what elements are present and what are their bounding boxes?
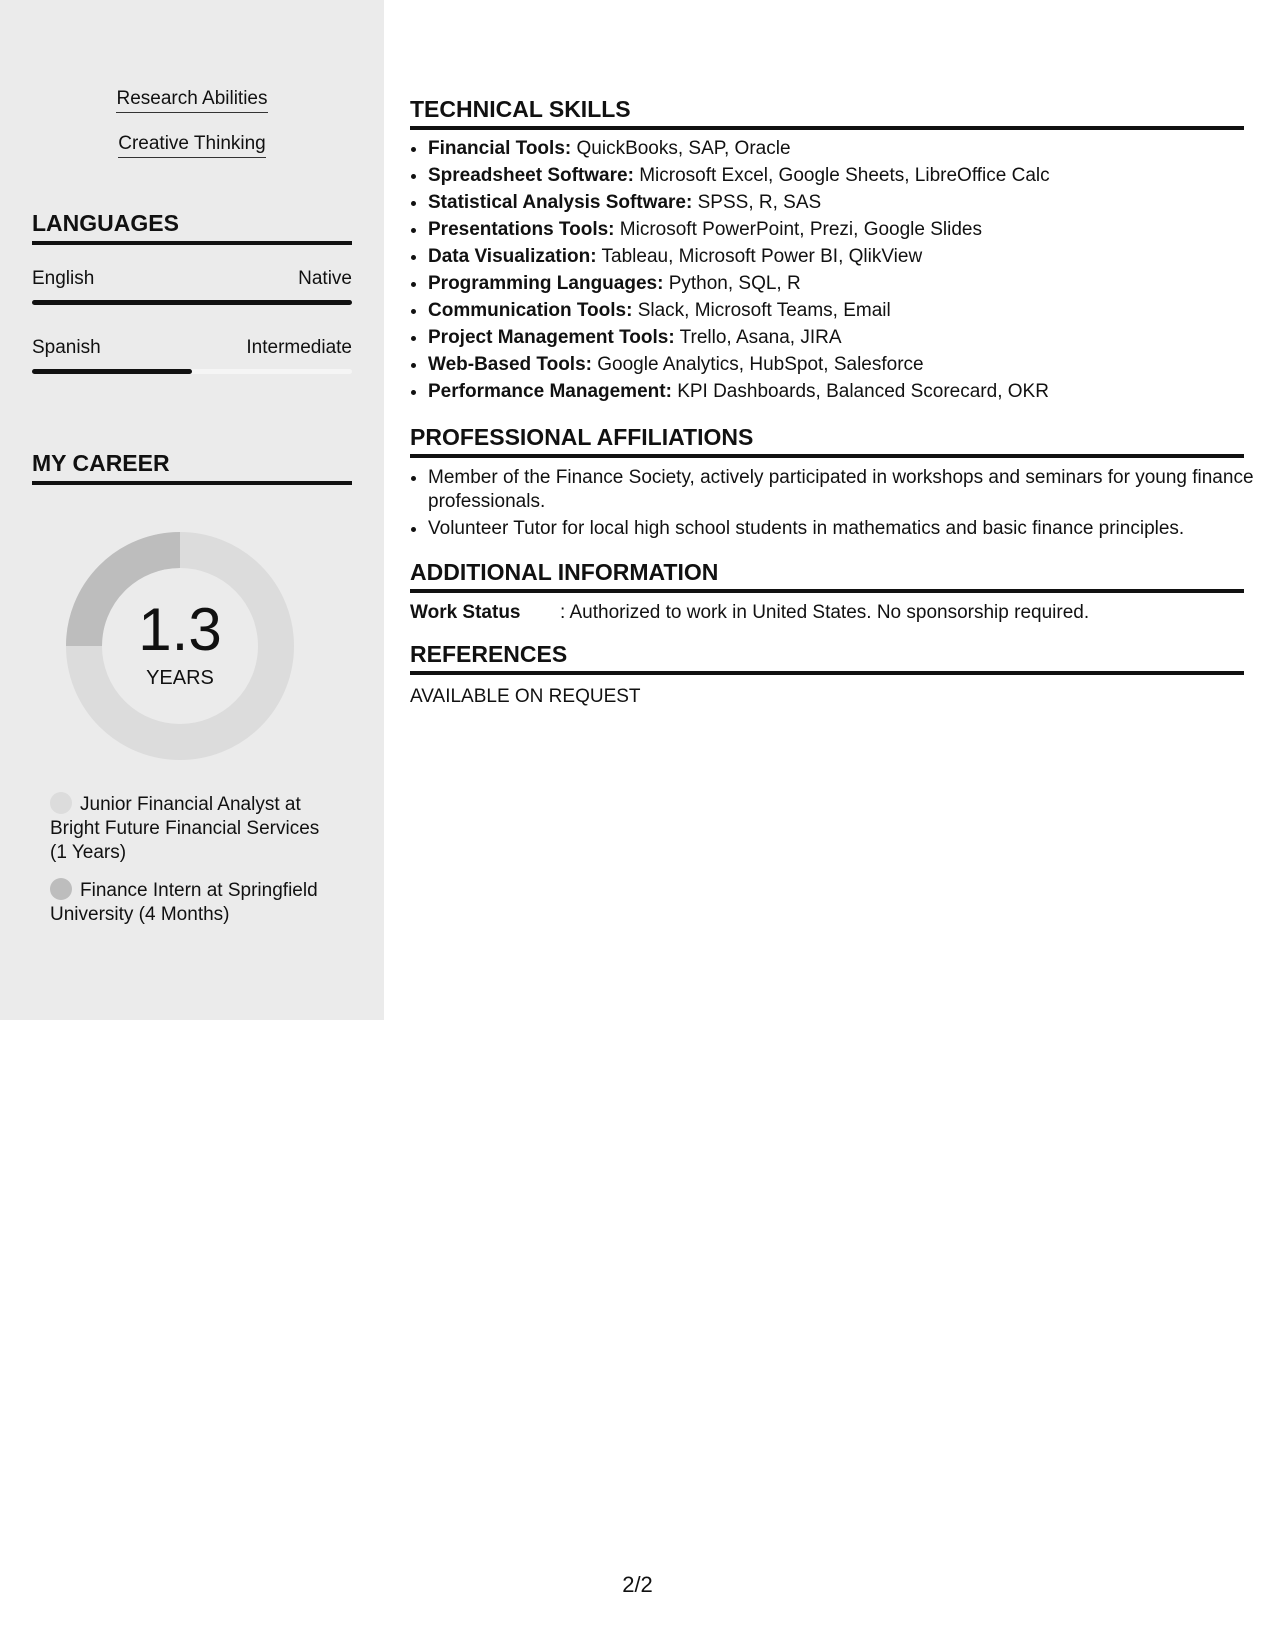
language-row (32, 337, 352, 359)
list-item (428, 243, 1262, 270)
skill-label: Statistical Analysis Software: (428, 192, 693, 213)
list-item (428, 189, 1262, 216)
list-item: • Volunteer Tutor for local high school students in mathematics and basic finance principles. (428, 517, 1262, 541)
language-bar (32, 300, 352, 305)
language-bar (32, 369, 352, 374)
career-item (50, 878, 340, 927)
skill-value: Tableau, Microsoft Power BI, QlikView (601, 246, 923, 267)
work-status-value: : Authorized to work in United States. No sponsorship required. (560, 602, 1090, 623)
list-item (428, 135, 1262, 162)
additional-info-heading: ADDITIONAL INFORMATION (410, 559, 1244, 593)
career-total-unit: YEARS (146, 667, 214, 689)
career-item (50, 792, 340, 865)
list-item (428, 162, 1262, 189)
career-item-text: Junior Financial Analyst at Bright Future Financial Services (1 Years) (50, 794, 320, 863)
languages-heading: LANGUAGES (32, 210, 352, 245)
skill-value: Microsoft Excel, Google Sheets, LibreOffice Calc (639, 165, 1050, 186)
list-item: • Member of the Finance Society, actively participated in workshops and seminars for young finance professionals. (428, 466, 1262, 514)
skill-label: Presentations Tools: (428, 219, 615, 240)
skill-label: Web-Based Tools: (428, 354, 592, 375)
skill-tag (0, 88, 384, 113)
language-bar-fill (32, 300, 352, 305)
skill-value: Slack, Microsoft Teams, Email (637, 300, 891, 321)
career-heading: MY CAREER (32, 450, 352, 485)
skill-label: Spreadsheet Software: (428, 165, 634, 186)
skill-label: Financial Tools: (428, 138, 572, 159)
career-item-text: Finance Intern at Springfield University (4 Months) (50, 880, 318, 925)
career-dot (50, 792, 72, 814)
language-name: English (32, 268, 95, 289)
skill-value: SPSS, R, SAS (697, 192, 822, 213)
list-item (428, 297, 1262, 324)
career-total-value: 1.3 (138, 596, 222, 663)
list-item (428, 378, 1262, 405)
skill-label: Communication Tools: (428, 300, 633, 321)
skill-value: Python, SQL, R (668, 273, 801, 294)
list-item (428, 270, 1262, 297)
skill-value: QuickBooks, SAP, Oracle (576, 138, 791, 159)
language-level: Intermediate (246, 337, 352, 358)
technical-skills-heading: TECHNICAL SKILLS (410, 96, 1244, 130)
skill-tag (0, 133, 384, 158)
skill-label: Programming Languages: (428, 273, 664, 294)
page-number: 2/2 (622, 1572, 653, 1597)
affiliations-heading: PROFESSIONAL AFFILIATIONS (410, 424, 1244, 458)
skill-value: Trello, Asana, JIRA (679, 327, 842, 348)
skill-tag-label: Creative Thinking (118, 133, 266, 158)
work-status-label: Work Status (410, 602, 521, 623)
skill-tag-label: Research Abilities (116, 88, 267, 113)
technical-skills-list (410, 135, 1262, 405)
references-heading: REFERENCES (410, 641, 1244, 675)
skill-value: KPI Dashboards, Balanced Scorecard, OKR (677, 381, 1049, 402)
career-dot (50, 878, 72, 900)
language-bar-fill (32, 369, 192, 374)
language-name: Spanish (32, 337, 101, 358)
skill-label: Project Management Tools: (428, 327, 675, 348)
list-item (428, 324, 1262, 351)
skill-label: Data Visualization: (428, 246, 597, 267)
references-text: AVAILABLE ON REQUEST (410, 686, 641, 707)
skill-label: Performance Management: (428, 381, 672, 402)
work-status-row (410, 602, 1244, 624)
list-item (428, 351, 1262, 378)
affiliations-list (410, 466, 1262, 544)
skill-value: Google Analytics, HubSpot, Salesforce (597, 354, 924, 375)
language-level: Native (298, 268, 352, 289)
language-row (32, 268, 352, 290)
skill-value: Microsoft PowerPoint, Prezi, Google Slides (619, 219, 983, 240)
list-item (428, 216, 1262, 243)
